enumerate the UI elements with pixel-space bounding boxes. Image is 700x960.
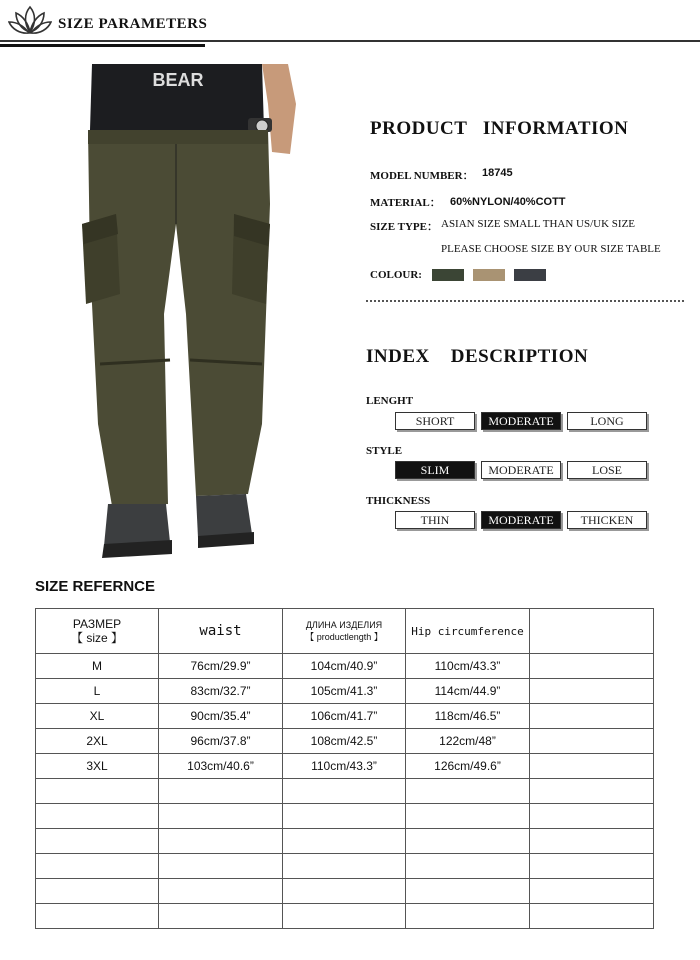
length-cell: 105cm/41.3” bbox=[283, 679, 406, 704]
table-header-row bbox=[36, 609, 654, 654]
empty-cell bbox=[530, 654, 654, 679]
length-cell: 110cm/43.3” bbox=[283, 754, 406, 779]
header-length-line1: ДЛИНА ИЗДЕЛИЯ bbox=[305, 620, 383, 630]
size-table bbox=[35, 608, 654, 929]
header-hip: Hip circumference bbox=[406, 609, 530, 654]
header-title: SIZE PARAMETERS bbox=[58, 16, 208, 32]
hip-cell: 114cm/44.9” bbox=[406, 679, 530, 704]
length-option-long: LONG bbox=[567, 412, 647, 430]
waist-cell: 83cm/32.7” bbox=[159, 679, 283, 704]
header-size-line1: РАЗМЕР bbox=[72, 617, 122, 631]
length-cell: 104cm/40.9” bbox=[283, 654, 406, 679]
empty-row bbox=[36, 779, 654, 804]
lotus-icon bbox=[8, 4, 52, 36]
size-type-line1: ASIAN SIZE SMALL THAN US/UK SIZE bbox=[441, 218, 636, 230]
empty-row bbox=[36, 879, 654, 904]
header-size bbox=[36, 609, 159, 654]
style-option-lose: LOSE bbox=[567, 461, 647, 479]
length-option-moderate: MODERATE bbox=[481, 412, 561, 430]
size-cell: XL bbox=[36, 704, 159, 729]
table-row bbox=[36, 654, 654, 679]
table-row bbox=[36, 679, 654, 704]
index-description-title: INDEX DESCRIPTION bbox=[366, 346, 589, 367]
style-label: STYLE bbox=[366, 445, 403, 457]
material-label: MATERIAL： bbox=[370, 197, 441, 209]
empty-row bbox=[36, 804, 654, 829]
waist-cell: 103cm/40.6” bbox=[159, 754, 283, 779]
table-row bbox=[36, 704, 654, 729]
colour-label: COLOUR: bbox=[370, 269, 422, 281]
size-cell: 2XL bbox=[36, 729, 159, 754]
cargo-pants-model-photo bbox=[0, 64, 355, 562]
header-size-line2: 【 size 】 bbox=[70, 631, 123, 645]
colour-swatch-army-green[interactable] bbox=[432, 269, 464, 281]
size-type-label: SIZE TYPE： bbox=[370, 221, 438, 233]
size-cell: M bbox=[36, 654, 159, 679]
empty-cell bbox=[530, 729, 654, 754]
size-cell: L bbox=[36, 679, 159, 704]
header-waist: waist bbox=[159, 609, 283, 654]
length-option-short: SHORT bbox=[395, 412, 475, 430]
thickness-option-moderate: MODERATE bbox=[481, 511, 561, 529]
thickness-option-thin: THIN bbox=[395, 511, 475, 529]
size-reference-title: SIZE REFERNCE bbox=[35, 578, 156, 595]
empty-cell bbox=[530, 754, 654, 779]
hip-cell: 118cm/46.5” bbox=[406, 704, 530, 729]
style-option-slim: SLIM bbox=[395, 461, 475, 479]
header-accent-bar bbox=[0, 44, 205, 47]
length-cell: 108cm/42.5” bbox=[283, 729, 406, 754]
empty-row bbox=[36, 904, 654, 929]
shirt-print: BEAR bbox=[152, 70, 204, 90]
product-info-title: PRODUCT INFORMATION bbox=[370, 118, 629, 139]
size-type-line2: PLEASE CHOOSE SIZE BY OUR SIZE TABLE bbox=[441, 243, 661, 255]
empty-row bbox=[36, 854, 654, 879]
thickness-option-thicken: THICKEN bbox=[567, 511, 647, 529]
table-row bbox=[36, 754, 654, 779]
empty-cell bbox=[530, 704, 654, 729]
empty-cell bbox=[530, 679, 654, 704]
waist-cell: 96cm/37.8” bbox=[159, 729, 283, 754]
material-value: 60%NYLON/40%COTT bbox=[450, 196, 566, 208]
size-cell: 3XL bbox=[36, 754, 159, 779]
table-row bbox=[36, 729, 654, 754]
header-length-line2: 【 productlength 】 bbox=[305, 632, 383, 642]
colour-swatch-dark-grey[interactable] bbox=[514, 269, 546, 281]
length-cell: 106cm/41.7” bbox=[283, 704, 406, 729]
empty-row bbox=[36, 829, 654, 854]
style-option-moderate: MODERATE bbox=[481, 461, 561, 479]
header-empty bbox=[530, 609, 654, 654]
hip-cell: 110cm/43.3” bbox=[406, 654, 530, 679]
hip-cell: 122cm/48” bbox=[406, 729, 530, 754]
header-length bbox=[283, 609, 406, 654]
model-number-label: MODEL NUMBER： bbox=[370, 170, 474, 182]
model-number-value: 18745 bbox=[482, 167, 513, 179]
colour-swatch-khaki[interactable] bbox=[473, 269, 505, 281]
waist-cell: 76cm/29.9” bbox=[159, 654, 283, 679]
hip-cell: 126cm/49.6” bbox=[406, 754, 530, 779]
thickness-label: THICKNESS bbox=[366, 495, 431, 507]
header-divider bbox=[0, 40, 700, 42]
dotted-divider bbox=[366, 300, 684, 302]
waist-cell: 90cm/35.4” bbox=[159, 704, 283, 729]
length-label: LENGHT bbox=[366, 395, 414, 407]
product-photo bbox=[0, 64, 355, 562]
